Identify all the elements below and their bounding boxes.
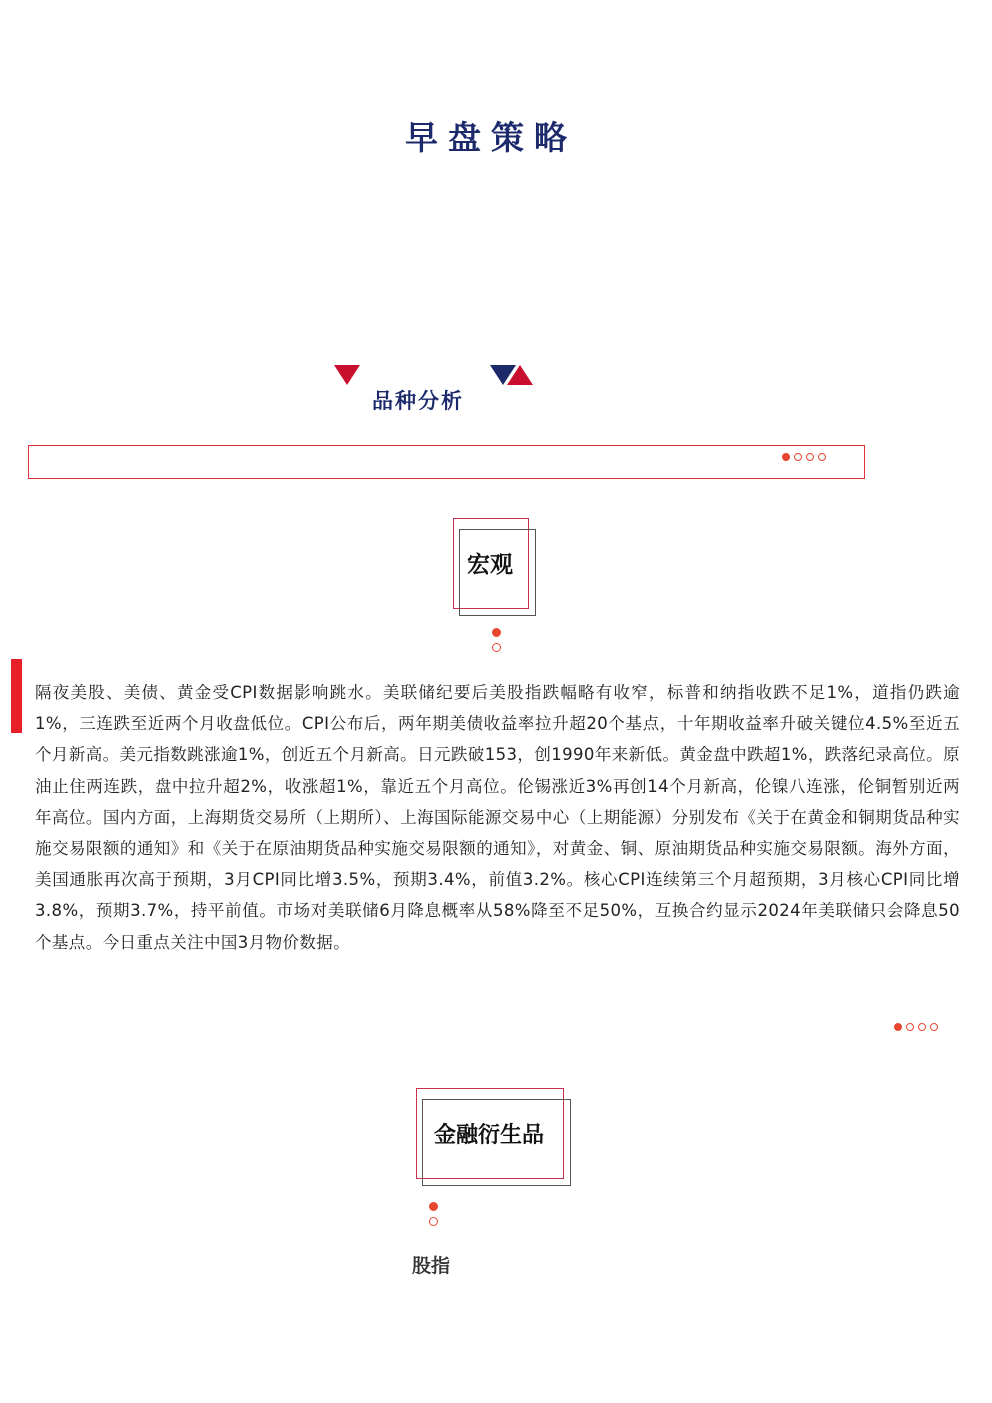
section-label: 品种分析 <box>372 389 464 413</box>
connector-dot-icon <box>429 1217 438 1226</box>
macro-heading: 宏观 <box>467 552 513 578</box>
stock-index-subheading: 股指 <box>412 1255 451 1277</box>
derivatives-heading: 金融衍生品 <box>433 1123 544 1148</box>
dot-icon <box>794 453 802 461</box>
macro-body-text: 隔夜美股、美债、黄金受CPI数据影响跳水。美联储纪要后美股指跌幅略有收窄，标普和纳指收跌不足1%，道指仍跌逾1%，三连跌至近两个月收盘低位。CPI公布后，两年期美债收益率拉升超20个基点，十年期收益率升破关键位4.5%至近五个月新高。美元指数跳涨逾1%，创近五个月新高。日元跌破153，创1990年来新低。黄金盘中跌超1%，跌落纪录高位。原油止住两连跌，盘中拉升超2%，收涨超1%，靠近五个月高位。伦锡涨近3%再创14个月新高，伦镍八连涨，伦铜暂别近两年高位。国内方面，上海期货交易所（上期所）、上海国际能源交易中心（上期能源）分别发布《关于在黄金和铜期货品种实施交易限额的通知》和《关于在原油期货品种实施交易限额的通知》，对黄金、铜、原油期货品种实施交易限额。海外方面，美国通胀再次高于预期，3月CPI同比增3.5%，预期3.4%，前值3.2%。核心CPI连续第三个月超预期，3月核心CPI同比增3.8%，预期3.7%，持平前值。市场对美联储6月降息概率从58%降至不足50%，互换合约显示2024年美联储只会降息50个基点。今日重点关注中国3月物价数据。 <box>35 683 960 952</box>
dots-indicator <box>894 1016 942 1035</box>
connector-dot-icon <box>492 628 501 637</box>
dot-icon <box>782 453 790 461</box>
dots-indicator <box>782 446 830 465</box>
dot-icon <box>906 1023 914 1031</box>
dot-icon <box>918 1023 926 1031</box>
connector-dot-icon <box>492 643 501 652</box>
dot-icon <box>894 1023 902 1031</box>
red-side-bar <box>11 659 22 733</box>
red-triangle-decoration <box>334 365 360 385</box>
red-triangle-up-decoration <box>507 365 533 385</box>
section-frame-bar <box>28 445 865 479</box>
connector-dot-icon <box>429 1202 438 1211</box>
dot-icon <box>930 1023 938 1031</box>
dot-icon <box>818 453 826 461</box>
page-title: 早盘策略 <box>405 118 577 157</box>
dot-icon <box>806 453 814 461</box>
